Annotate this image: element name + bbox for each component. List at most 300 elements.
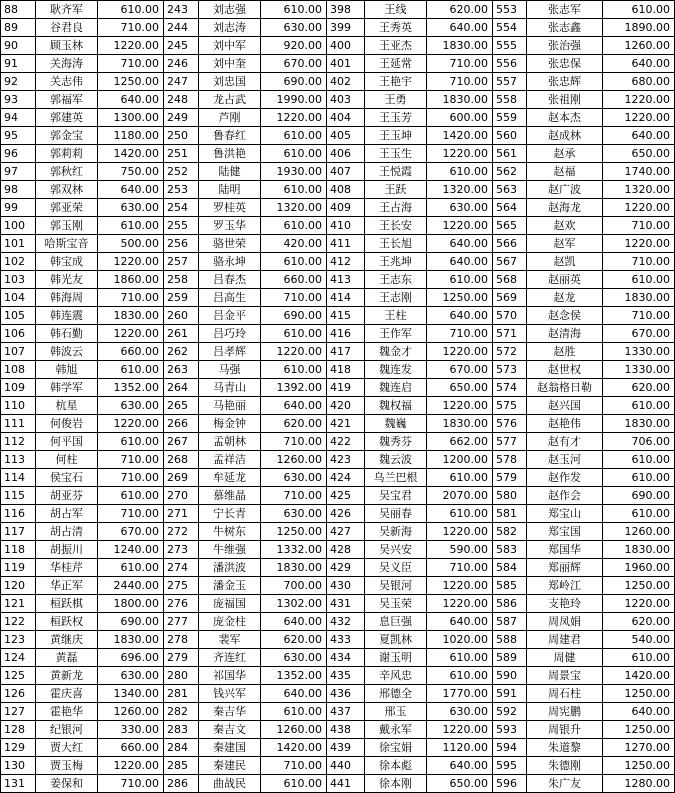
amount-cell[interactable]: 670.00 — [603, 325, 675, 343]
amount-cell[interactable]: 1990.00 — [261, 91, 327, 109]
person-name-cell[interactable]: 王线 — [365, 1, 427, 19]
person-name-cell[interactable]: 贾大红 — [36, 739, 98, 757]
person-name-cell[interactable]: 韩石勤 — [36, 325, 98, 343]
person-name-cell[interactable]: 马艳丽 — [199, 397, 261, 415]
amount-cell[interactable]: 500.00 — [98, 235, 164, 253]
person-name-cell[interactable]: 梅金钟 — [199, 415, 261, 433]
row-number-cell[interactable]: 283 — [164, 721, 199, 739]
person-name-cell[interactable]: 何平国 — [36, 433, 98, 451]
amount-cell[interactable]: 610.00 — [261, 145, 327, 163]
person-name-cell[interactable]: 郭秋红 — [36, 163, 98, 181]
row-number-cell[interactable]: 252 — [164, 163, 199, 181]
amount-cell[interactable]: 1250.00 — [98, 73, 164, 91]
row-number-cell[interactable]: 424 — [327, 469, 365, 487]
amount-cell[interactable]: 710.00 — [98, 775, 164, 793]
person-name-cell[interactable]: 吕孝辉 — [199, 343, 261, 361]
amount-cell[interactable]: 1260.00 — [98, 703, 164, 721]
amount-cell[interactable]: 710.00 — [98, 505, 164, 523]
person-name-cell[interactable]: 牟延龙 — [199, 469, 261, 487]
amount-cell[interactable]: 640.00 — [603, 127, 675, 145]
person-name-cell[interactable]: 郭建英 — [36, 109, 98, 127]
amount-cell[interactable]: 610.00 — [98, 487, 164, 505]
person-name-cell[interactable]: 齐连红 — [199, 649, 261, 667]
row-number-cell[interactable]: 98 — [1, 181, 36, 199]
amount-cell[interactable]: 640.00 — [427, 253, 493, 271]
row-number-cell[interactable]: 120 — [1, 577, 36, 595]
amount-cell[interactable]: 640.00 — [427, 757, 493, 775]
amount-cell[interactable]: 610.00 — [261, 253, 327, 271]
row-number-cell[interactable]: 111 — [1, 415, 36, 433]
row-number-cell[interactable]: 247 — [164, 73, 199, 91]
person-name-cell[interactable]: 黄新龙 — [36, 667, 98, 685]
person-name-cell[interactable]: 周石柱 — [527, 685, 603, 703]
row-number-cell[interactable]: 256 — [164, 235, 199, 253]
amount-cell[interactable]: 600.00 — [427, 109, 493, 127]
amount-cell[interactable]: 690.00 — [603, 487, 675, 505]
row-number-cell[interactable]: 564 — [493, 199, 527, 217]
person-name-cell[interactable]: 龙占武 — [199, 91, 261, 109]
amount-cell[interactable]: 1420.00 — [98, 145, 164, 163]
amount-cell[interactable]: 1240.00 — [98, 541, 164, 559]
person-name-cell[interactable]: 刘中军 — [199, 37, 261, 55]
person-name-cell[interactable]: 庞金柱 — [199, 613, 261, 631]
person-name-cell[interactable]: 霍艳华 — [36, 703, 98, 721]
amount-cell[interactable]: 1220.00 — [98, 325, 164, 343]
amount-cell[interactable]: 1250.00 — [603, 577, 675, 595]
amount-cell[interactable]: 1420.00 — [603, 667, 675, 685]
row-number-cell[interactable]: 243 — [164, 1, 199, 19]
person-name-cell[interactable]: 周凤娟 — [527, 613, 603, 631]
person-name-cell[interactable]: 刘志强 — [199, 1, 261, 19]
row-number-cell[interactable]: 429 — [327, 559, 365, 577]
amount-cell[interactable]: 640.00 — [427, 613, 493, 631]
person-name-cell[interactable]: 赵欢 — [527, 217, 603, 235]
amount-cell[interactable]: 620.00 — [603, 613, 675, 631]
amount-cell[interactable]: 1330.00 — [603, 361, 675, 379]
row-number-cell[interactable]: 409 — [327, 199, 365, 217]
row-number-cell[interactable]: 563 — [493, 181, 527, 199]
amount-cell[interactable]: 1220.00 — [427, 145, 493, 163]
amount-cell[interactable]: 610.00 — [427, 271, 493, 289]
amount-cell[interactable]: 1250.00 — [603, 685, 675, 703]
person-name-cell[interactable]: 霍庆喜 — [36, 685, 98, 703]
amount-cell[interactable]: 1740.00 — [603, 163, 675, 181]
amount-cell[interactable]: 640.00 — [427, 19, 493, 37]
person-name-cell[interactable]: 孟祥洁 — [199, 451, 261, 469]
person-name-cell[interactable]: 赵凯 — [527, 253, 603, 271]
person-name-cell[interactable]: 王玉生 — [365, 145, 427, 163]
person-name-cell[interactable]: 刘忠国 — [199, 73, 261, 91]
row-number-cell[interactable]: 579 — [493, 469, 527, 487]
amount-cell[interactable]: 620.00 — [261, 631, 327, 649]
row-number-cell[interactable]: 581 — [493, 505, 527, 523]
row-number-cell[interactable]: 96 — [1, 145, 36, 163]
person-name-cell[interactable]: 王柱 — [365, 307, 427, 325]
row-number-cell[interactable]: 587 — [493, 613, 527, 631]
person-name-cell[interactable]: 郭双林 — [36, 181, 98, 199]
row-number-cell[interactable]: 105 — [1, 307, 36, 325]
person-name-cell[interactable]: 宁长青 — [199, 505, 261, 523]
person-name-cell[interactable]: 吴义臣 — [365, 559, 427, 577]
row-number-cell[interactable]: 115 — [1, 487, 36, 505]
row-number-cell[interactable]: 417 — [327, 343, 365, 361]
person-name-cell[interactable]: 赵作发 — [527, 469, 603, 487]
person-name-cell[interactable]: 郑宝国 — [527, 523, 603, 541]
row-number-cell[interactable]: 286 — [164, 775, 199, 793]
row-number-cell[interactable]: 274 — [164, 559, 199, 577]
amount-cell[interactable]: 1830.00 — [427, 37, 493, 55]
amount-cell[interactable]: 610.00 — [603, 271, 675, 289]
person-name-cell[interactable]: 郭福军 — [36, 91, 98, 109]
person-name-cell[interactable]: 郭莉莉 — [36, 145, 98, 163]
person-name-cell[interactable]: 桓跃权 — [36, 613, 98, 631]
person-name-cell[interactable]: 张治强 — [527, 37, 603, 55]
person-name-cell[interactable]: 张祖刚 — [527, 91, 603, 109]
row-number-cell[interactable]: 285 — [164, 757, 199, 775]
amount-cell[interactable]: 610.00 — [603, 469, 675, 487]
person-name-cell[interactable]: 张志军 — [527, 1, 603, 19]
amount-cell[interactable]: 1220.00 — [427, 397, 493, 415]
amount-cell[interactable]: 1220.00 — [427, 343, 493, 361]
amount-cell[interactable]: 610.00 — [427, 163, 493, 181]
row-number-cell[interactable]: 412 — [327, 253, 365, 271]
row-number-cell[interactable]: 435 — [327, 667, 365, 685]
row-number-cell[interactable]: 567 — [493, 253, 527, 271]
row-number-cell[interactable]: 438 — [327, 721, 365, 739]
row-number-cell[interactable]: 272 — [164, 523, 199, 541]
row-number-cell[interactable]: 245 — [164, 37, 199, 55]
amount-cell[interactable]: 1270.00 — [603, 739, 675, 757]
row-number-cell[interactable]: 555 — [493, 37, 527, 55]
row-number-cell[interactable]: 94 — [1, 109, 36, 127]
amount-cell[interactable]: 710.00 — [98, 469, 164, 487]
row-number-cell[interactable]: 92 — [1, 73, 36, 91]
person-name-cell[interactable]: 魏云波 — [365, 451, 427, 469]
person-name-cell[interactable]: 马强 — [199, 361, 261, 379]
row-number-cell[interactable]: 590 — [493, 667, 527, 685]
amount-cell[interactable]: 1420.00 — [427, 127, 493, 145]
amount-cell[interactable]: 2070.00 — [427, 487, 493, 505]
person-name-cell[interactable]: 赵胜 — [527, 343, 603, 361]
amount-cell[interactable]: 1220.00 — [603, 595, 675, 613]
person-name-cell[interactable]: 乌兰巴根 — [365, 469, 427, 487]
person-name-cell[interactable]: 牛树东 — [199, 523, 261, 541]
person-name-cell[interactable]: 王秀英 — [365, 19, 427, 37]
person-name-cell[interactable]: 吕高生 — [199, 289, 261, 307]
person-name-cell[interactable]: 周宪鹏 — [527, 703, 603, 721]
amount-cell[interactable]: 630.00 — [261, 469, 327, 487]
person-name-cell[interactable]: 赵兴国 — [527, 397, 603, 415]
row-number-cell[interactable]: 280 — [164, 667, 199, 685]
person-name-cell[interactable]: 王延常 — [365, 55, 427, 73]
amount-cell[interactable]: 610.00 — [98, 559, 164, 577]
amount-cell[interactable]: 1320.00 — [603, 181, 675, 199]
amount-cell[interactable]: 1220.00 — [98, 253, 164, 271]
amount-cell[interactable]: 1830.00 — [603, 415, 675, 433]
person-name-cell[interactable]: 邢德全 — [365, 685, 427, 703]
person-name-cell[interactable]: 朱广友 — [527, 775, 603, 793]
person-name-cell[interactable]: 赵世权 — [527, 361, 603, 379]
amount-cell[interactable]: 710.00 — [427, 559, 493, 577]
amount-cell[interactable]: 1220.00 — [261, 109, 327, 127]
row-number-cell[interactable]: 410 — [327, 217, 365, 235]
person-name-cell[interactable]: 秦建民 — [199, 757, 261, 775]
person-name-cell[interactable]: 王兆坤 — [365, 253, 427, 271]
amount-cell[interactable]: 1830.00 — [427, 415, 493, 433]
row-number-cell[interactable]: 589 — [493, 649, 527, 667]
person-name-cell[interactable]: 杭星 — [36, 397, 98, 415]
row-number-cell[interactable]: 580 — [493, 487, 527, 505]
amount-cell[interactable]: 680.00 — [603, 73, 675, 91]
amount-cell[interactable]: 1260.00 — [603, 37, 675, 55]
person-name-cell[interactable]: 赵翁格日勒 — [527, 379, 603, 397]
row-number-cell[interactable]: 269 — [164, 469, 199, 487]
person-name-cell[interactable]: 郭亚荣 — [36, 199, 98, 217]
amount-cell[interactable]: 650.00 — [603, 145, 675, 163]
person-name-cell[interactable]: 张志鑫 — [527, 19, 603, 37]
row-number-cell[interactable]: 279 — [164, 649, 199, 667]
amount-cell[interactable]: 1830.00 — [98, 307, 164, 325]
person-name-cell[interactable]: 王玉坤 — [365, 127, 427, 145]
amount-cell[interactable]: 2440.00 — [98, 577, 164, 595]
person-name-cell[interactable]: 赵念侯 — [527, 307, 603, 325]
row-number-cell[interactable]: 594 — [493, 739, 527, 757]
amount-cell[interactable]: 710.00 — [98, 451, 164, 469]
amount-cell[interactable]: 696.00 — [98, 649, 164, 667]
person-name-cell[interactable]: 吴兴安 — [365, 541, 427, 559]
person-name-cell[interactable]: 赵龙 — [527, 289, 603, 307]
row-number-cell[interactable]: 266 — [164, 415, 199, 433]
person-name-cell[interactable]: 钱兴军 — [199, 685, 261, 703]
row-number-cell[interactable]: 106 — [1, 325, 36, 343]
person-name-cell[interactable]: 王占海 — [365, 199, 427, 217]
amount-cell[interactable]: 710.00 — [603, 217, 675, 235]
row-number-cell[interactable]: 246 — [164, 55, 199, 73]
person-name-cell[interactable]: 顾玉林 — [36, 37, 98, 55]
person-name-cell[interactable]: 支艳玲 — [527, 595, 603, 613]
row-number-cell[interactable]: 251 — [164, 145, 199, 163]
person-name-cell[interactable]: 王悦霞 — [365, 163, 427, 181]
person-name-cell[interactable]: 张忠辉 — [527, 73, 603, 91]
amount-cell[interactable]: 690.00 — [98, 613, 164, 631]
person-name-cell[interactable]: 赵海龙 — [527, 199, 603, 217]
person-name-cell[interactable]: 郑国华 — [527, 541, 603, 559]
row-number-cell[interactable]: 441 — [327, 775, 365, 793]
row-number-cell[interactable]: 127 — [1, 703, 36, 721]
row-number-cell[interactable]: 270 — [164, 487, 199, 505]
person-name-cell[interactable]: 韩波云 — [36, 343, 98, 361]
amount-cell[interactable]: 700.00 — [261, 577, 327, 595]
row-number-cell[interactable]: 273 — [164, 541, 199, 559]
person-name-cell[interactable]: 王长安 — [365, 217, 427, 235]
row-number-cell[interactable]: 282 — [164, 703, 199, 721]
amount-cell[interactable]: 640.00 — [261, 685, 327, 703]
row-number-cell[interactable]: 90 — [1, 37, 36, 55]
row-number-cell[interactable]: 420 — [327, 397, 365, 415]
row-number-cell[interactable]: 125 — [1, 667, 36, 685]
person-name-cell[interactable]: 韩海周 — [36, 289, 98, 307]
person-name-cell[interactable]: 华桂芹 — [36, 559, 98, 577]
amount-cell[interactable]: 1220.00 — [427, 217, 493, 235]
row-number-cell[interactable]: 431 — [327, 595, 365, 613]
row-number-cell[interactable]: 107 — [1, 343, 36, 361]
row-number-cell[interactable]: 582 — [493, 523, 527, 541]
amount-cell[interactable]: 610.00 — [261, 775, 327, 793]
amount-cell[interactable]: 1800.00 — [98, 595, 164, 613]
row-number-cell[interactable]: 576 — [493, 415, 527, 433]
amount-cell[interactable]: 710.00 — [603, 253, 675, 271]
amount-cell[interactable]: 660.00 — [98, 739, 164, 757]
amount-cell[interactable]: 1220.00 — [427, 523, 493, 541]
person-name-cell[interactable]: 王志刚 — [365, 289, 427, 307]
person-name-cell[interactable]: 刘中奎 — [199, 55, 261, 73]
amount-cell[interactable]: 1220.00 — [603, 235, 675, 253]
person-name-cell[interactable]: 赵玉河 — [527, 451, 603, 469]
row-number-cell[interactable]: 121 — [1, 595, 36, 613]
amount-cell[interactable]: 610.00 — [603, 649, 675, 667]
row-number-cell[interactable]: 109 — [1, 379, 36, 397]
amount-cell[interactable]: 630.00 — [98, 667, 164, 685]
row-number-cell[interactable]: 418 — [327, 361, 365, 379]
amount-cell[interactable]: 610.00 — [427, 469, 493, 487]
row-number-cell[interactable]: 244 — [164, 19, 199, 37]
row-number-cell[interactable]: 276 — [164, 595, 199, 613]
amount-cell[interactable]: 1830.00 — [98, 631, 164, 649]
amount-cell[interactable]: 640.00 — [98, 181, 164, 199]
row-number-cell[interactable]: 117 — [1, 523, 36, 541]
amount-cell[interactable]: 1340.00 — [98, 685, 164, 703]
row-number-cell[interactable]: 124 — [1, 649, 36, 667]
person-name-cell[interactable]: 吕巧玲 — [199, 325, 261, 343]
row-number-cell[interactable]: 126 — [1, 685, 36, 703]
person-name-cell[interactable]: 黄继庆 — [36, 631, 98, 649]
row-number-cell[interactable]: 95 — [1, 127, 36, 145]
row-number-cell[interactable]: 123 — [1, 631, 36, 649]
person-name-cell[interactable]: 贾玉梅 — [36, 757, 98, 775]
person-name-cell[interactable]: 赵福 — [527, 163, 603, 181]
row-number-cell[interactable]: 268 — [164, 451, 199, 469]
row-number-cell[interactable]: 400 — [327, 37, 365, 55]
person-name-cell[interactable]: 王跃 — [365, 181, 427, 199]
amount-cell[interactable]: 630.00 — [427, 199, 493, 217]
amount-cell[interactable]: 670.00 — [427, 361, 493, 379]
row-number-cell[interactable]: 260 — [164, 307, 199, 325]
row-number-cell[interactable]: 101 — [1, 235, 36, 253]
amount-cell[interactable]: 1330.00 — [603, 343, 675, 361]
amount-cell[interactable]: 1320.00 — [427, 181, 493, 199]
person-name-cell[interactable]: 秦建国 — [199, 739, 261, 757]
person-name-cell[interactable]: 周健 — [527, 649, 603, 667]
row-number-cell[interactable]: 267 — [164, 433, 199, 451]
amount-cell[interactable]: 710.00 — [603, 307, 675, 325]
row-number-cell[interactable]: 570 — [493, 307, 527, 325]
person-name-cell[interactable]: 韩连震 — [36, 307, 98, 325]
amount-cell[interactable]: 1332.00 — [261, 541, 327, 559]
person-name-cell[interactable]: 鲁春红 — [199, 127, 261, 145]
amount-cell[interactable]: 1770.00 — [427, 685, 493, 703]
amount-cell[interactable]: 662.00 — [427, 433, 493, 451]
row-number-cell[interactable]: 100 — [1, 217, 36, 235]
amount-cell[interactable]: 1120.00 — [427, 739, 493, 757]
person-name-cell[interactable]: 魏金才 — [365, 343, 427, 361]
row-number-cell[interactable]: 129 — [1, 739, 36, 757]
row-number-cell[interactable]: 411 — [327, 235, 365, 253]
row-number-cell[interactable]: 259 — [164, 289, 199, 307]
person-name-cell[interactable]: 吴玉荣 — [365, 595, 427, 613]
row-number-cell[interactable]: 427 — [327, 523, 365, 541]
amount-cell[interactable]: 1830.00 — [603, 541, 675, 559]
row-number-cell[interactable]: 556 — [493, 55, 527, 73]
person-name-cell[interactable]: 魏权福 — [365, 397, 427, 415]
amount-cell[interactable]: 1830.00 — [603, 289, 675, 307]
amount-cell[interactable]: 1220.00 — [427, 721, 493, 739]
row-number-cell[interactable]: 413 — [327, 271, 365, 289]
amount-cell[interactable]: 1930.00 — [261, 163, 327, 181]
row-number-cell[interactable]: 577 — [493, 433, 527, 451]
row-number-cell[interactable]: 422 — [327, 433, 365, 451]
amount-cell[interactable]: 1260.00 — [261, 451, 327, 469]
person-name-cell[interactable]: 鲁洪艳 — [199, 145, 261, 163]
amount-cell[interactable]: 640.00 — [603, 55, 675, 73]
row-number-cell[interactable]: 262 — [164, 343, 199, 361]
person-name-cell[interactable]: 骆永坤 — [199, 253, 261, 271]
row-number-cell[interactable]: 559 — [493, 109, 527, 127]
amount-cell[interactable]: 750.00 — [98, 163, 164, 181]
person-name-cell[interactable]: 王志东 — [365, 271, 427, 289]
amount-cell[interactable]: 1280.00 — [603, 775, 675, 793]
row-number-cell[interactable]: 421 — [327, 415, 365, 433]
amount-cell[interactable]: 710.00 — [98, 19, 164, 37]
amount-cell[interactable]: 1860.00 — [98, 271, 164, 289]
amount-cell[interactable]: 610.00 — [261, 361, 327, 379]
row-number-cell[interactable]: 255 — [164, 217, 199, 235]
row-number-cell[interactable]: 104 — [1, 289, 36, 307]
person-name-cell[interactable]: 魏连发 — [365, 361, 427, 379]
amount-cell[interactable]: 640.00 — [427, 307, 493, 325]
row-number-cell[interactable]: 275 — [164, 577, 199, 595]
amount-cell[interactable]: 1392.00 — [261, 379, 327, 397]
amount-cell[interactable]: 330.00 — [98, 721, 164, 739]
amount-cell[interactable]: 1260.00 — [261, 721, 327, 739]
person-name-cell[interactable]: 夏凯林 — [365, 631, 427, 649]
amount-cell[interactable]: 660.00 — [261, 271, 327, 289]
row-number-cell[interactable]: 405 — [327, 127, 365, 145]
person-name-cell[interactable]: 罗玉华 — [199, 217, 261, 235]
person-name-cell[interactable]: 王作军 — [365, 325, 427, 343]
amount-cell[interactable]: 710.00 — [261, 757, 327, 775]
row-number-cell[interactable]: 113 — [1, 451, 36, 469]
person-name-cell[interactable]: 纪银河 — [36, 721, 98, 739]
person-name-cell[interactable]: 潘金玉 — [199, 577, 261, 595]
person-name-cell[interactable]: 姜保和 — [36, 775, 98, 793]
row-number-cell[interactable]: 248 — [164, 91, 199, 109]
row-number-cell[interactable]: 433 — [327, 631, 365, 649]
person-name-cell[interactable]: 周银升 — [527, 721, 603, 739]
person-name-cell[interactable]: 韩光友 — [36, 271, 98, 289]
person-name-cell[interactable]: 息巨强 — [365, 613, 427, 631]
person-name-cell[interactable]: 赵丽英 — [527, 271, 603, 289]
amount-cell[interactable]: 610.00 — [427, 505, 493, 523]
amount-cell[interactable]: 650.00 — [427, 379, 493, 397]
row-number-cell[interactable]: 569 — [493, 289, 527, 307]
amount-cell[interactable]: 610.00 — [261, 217, 327, 235]
person-name-cell[interactable]: 邢玉 — [365, 703, 427, 721]
person-name-cell[interactable]: 吕金平 — [199, 307, 261, 325]
person-name-cell[interactable]: 胡占清 — [36, 523, 98, 541]
amount-cell[interactable]: 640.00 — [427, 235, 493, 253]
row-number-cell[interactable]: 112 — [1, 433, 36, 451]
row-number-cell[interactable]: 572 — [493, 343, 527, 361]
